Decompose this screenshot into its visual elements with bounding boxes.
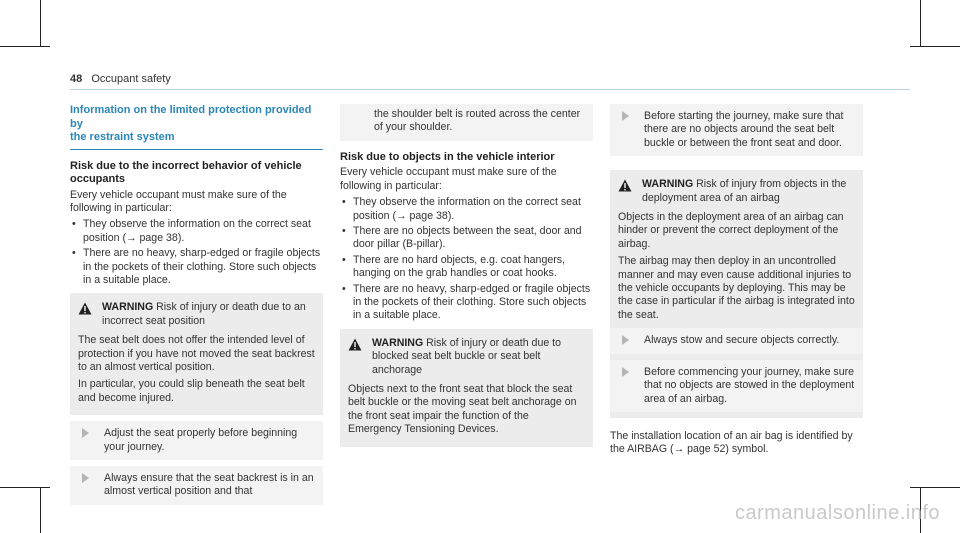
warning-triangle-icon xyxy=(348,337,372,355)
warning-heading: Risk of injury from objects in the deployment area of an airbag xyxy=(642,178,847,204)
warning-heading: Risk of injury or death due to blocked seat belt buckle or seat belt anchorage xyxy=(372,336,562,376)
step-arrow-icon xyxy=(82,473,89,483)
warning-box xyxy=(340,329,593,447)
instruction-step: Always ensure that the seat backrest is in an almost vertical position and that xyxy=(70,466,323,505)
bullet-list xyxy=(340,196,593,323)
list-item: • There are no heavy, sharp-edged or fragile objects in the pockets of their clothing. Store such objects in a suitable place. xyxy=(353,283,593,323)
step-arrow-icon xyxy=(82,428,89,438)
warning-text: Objects next to the front seat that block the seat belt buckle or the moving seat belt anchorage on the front seat impair the function of the Emergency Tensioning Devices. xyxy=(348,383,577,436)
warning-text: The seat belt does not offer the intended level of protection if you have not moved the seat backrest to an almost vertical position. xyxy=(78,334,315,373)
list-item: • There are no hard objects, e.g. coat hangers, hanging on the grab handles or coat hooks. xyxy=(353,254,593,281)
instruction-step-continued: the shoulder belt is routed across the center of your shoulder. xyxy=(340,104,593,141)
instruction-step: Before starting the journey, make sure that there are no objects around the seat belt buckle or between the front seat and door. xyxy=(610,104,863,156)
crop-mark xyxy=(40,487,41,533)
intro-text: Every vehicle occupant must make sure of the following in particular: xyxy=(70,188,287,214)
warning-label: WARNING xyxy=(372,336,424,349)
step-arrow-icon xyxy=(622,335,629,345)
warning-text: Objects in the deployment area of an airbag can hinder or prevent the correct deployment of the airbag. xyxy=(618,211,844,250)
step-arrow-icon xyxy=(622,367,629,377)
crop-mark xyxy=(920,0,921,46)
instruction-step: Adjust the seat properly before beginning your journey. xyxy=(70,421,323,460)
header-divider xyxy=(70,89,910,90)
crop-mark xyxy=(0,46,50,47)
page-header xyxy=(70,73,171,85)
crop-mark xyxy=(910,487,960,488)
subheading: Risk due to objects in the vehicle interior xyxy=(340,150,555,163)
warning-text: In particular, you could slip beneath the seat belt and become injured. xyxy=(78,378,305,404)
list-item: • There are no heavy, sharp-edged or fragile objects in the pockets of their clothing. Store such objects in a suitable place. xyxy=(83,247,323,287)
instruction-step: Always stow and secure objects correctly. xyxy=(610,328,863,353)
page-number: 48 xyxy=(70,73,83,85)
warning-box xyxy=(610,170,863,418)
section-title: Occupant safety xyxy=(91,73,171,85)
heading-divider xyxy=(70,149,323,150)
intro-text: Every vehicle occupant must make sure of the following in particular: xyxy=(340,166,557,192)
crop-mark xyxy=(910,46,960,47)
list-item: • They observe the information on the correct seat position (→ page 38). xyxy=(83,218,323,245)
crop-mark xyxy=(40,0,41,46)
list-item: • There are no objects between the seat, door and door pillar (B-pillar). xyxy=(353,225,593,252)
section-heading: Information on the limited protection provided by the restraint system xyxy=(70,104,312,143)
instruction-step: Before commencing your journey, make sure that no objects are stowed in the deployment area of an airbag. xyxy=(610,360,863,412)
warning-triangle-icon xyxy=(78,301,102,319)
warning-heading: Risk of injury or death due to an incorrect seat position xyxy=(102,301,306,327)
step-arrow-icon xyxy=(622,111,629,121)
crop-mark xyxy=(0,487,50,488)
column-2 xyxy=(340,104,593,447)
warning-triangle-icon xyxy=(618,178,642,196)
column-3 xyxy=(610,104,863,460)
warning-label: WARNING xyxy=(642,178,694,191)
list-item: • They observe the information on the correct seat position (→ page 38). xyxy=(353,196,593,223)
footer-text: The installation location of an air bag is identified by the AIRBAG (→ page 52) symbol. xyxy=(610,429,853,456)
warning-box xyxy=(70,293,323,415)
bullet-list xyxy=(70,218,323,287)
warning-label: WARNING xyxy=(102,301,154,314)
column-1 xyxy=(70,104,323,505)
subheading: Risk due to the incorrect behavior of vehicle occupants xyxy=(70,159,302,185)
warning-text: The airbag may then deploy in an uncontrolled manner and may even cause additional injuries to the vehicle occupants by deploying. This may be the case in particular if the airbag is integrated into the seat. xyxy=(618,255,855,321)
watermark-text: carmanualsonline.info xyxy=(734,502,940,524)
